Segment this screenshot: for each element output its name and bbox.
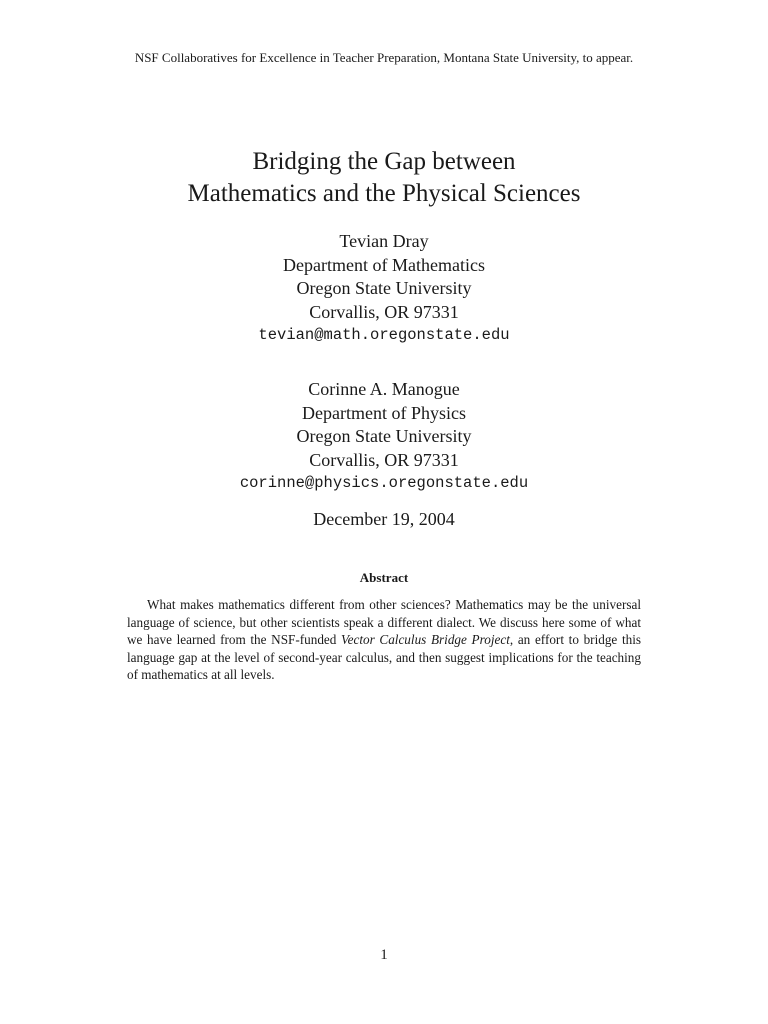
author-university: Oregon State University — [296, 278, 472, 298]
author-location: Corvallis, OR 97331 — [309, 449, 459, 470]
author-email: corinne@physics.oregonstate.edu — [239, 474, 529, 492]
abstract-heading: Abstract — [359, 570, 409, 585]
author-location: Corvallis, OR 97331 — [309, 301, 459, 322]
header-note: NSF Collaboratives for Excellence in Teacher Preparation, Montana State University, to appear. — [134, 50, 634, 65]
abstract-text-after: , an effort to bridge this language gap at the level of second-year calculus, and then suggest implications for the teaching of mathematics at all levels. — [127, 632, 641, 682]
author-block-manogue — [0, 378, 768, 496]
paper-title — [0, 146, 768, 210]
author-email: tevian@math.oregonstate.edu — [258, 326, 510, 344]
paper-date: December 19, 2004 — [313, 509, 455, 529]
author-department: Department of Mathematics — [283, 254, 485, 275]
title-line-2: Mathematics and the Physical Sciences — [187, 180, 581, 207]
author-department: Department of Physics — [302, 402, 466, 423]
author-university: Oregon State University — [296, 426, 472, 446]
abstract-text-before: What makes mathematics different from other sciences? Mathematics may be the universal language of science, but other scientists speak a different dialect. We discuss here some of what we have learned from the NSF-funded — [127, 597, 641, 647]
project-name: Vector Calculus Bridge Project — [341, 632, 510, 647]
author-name: Tevian Dray — [339, 231, 429, 251]
abstract-text — [127, 596, 641, 684]
author-block-dray — [0, 230, 768, 348]
title-line-1: Bridging the Gap between — [252, 148, 516, 175]
page-number: 1 — [380, 947, 388, 963]
author-name: Corinne A. Manogue — [308, 379, 460, 399]
